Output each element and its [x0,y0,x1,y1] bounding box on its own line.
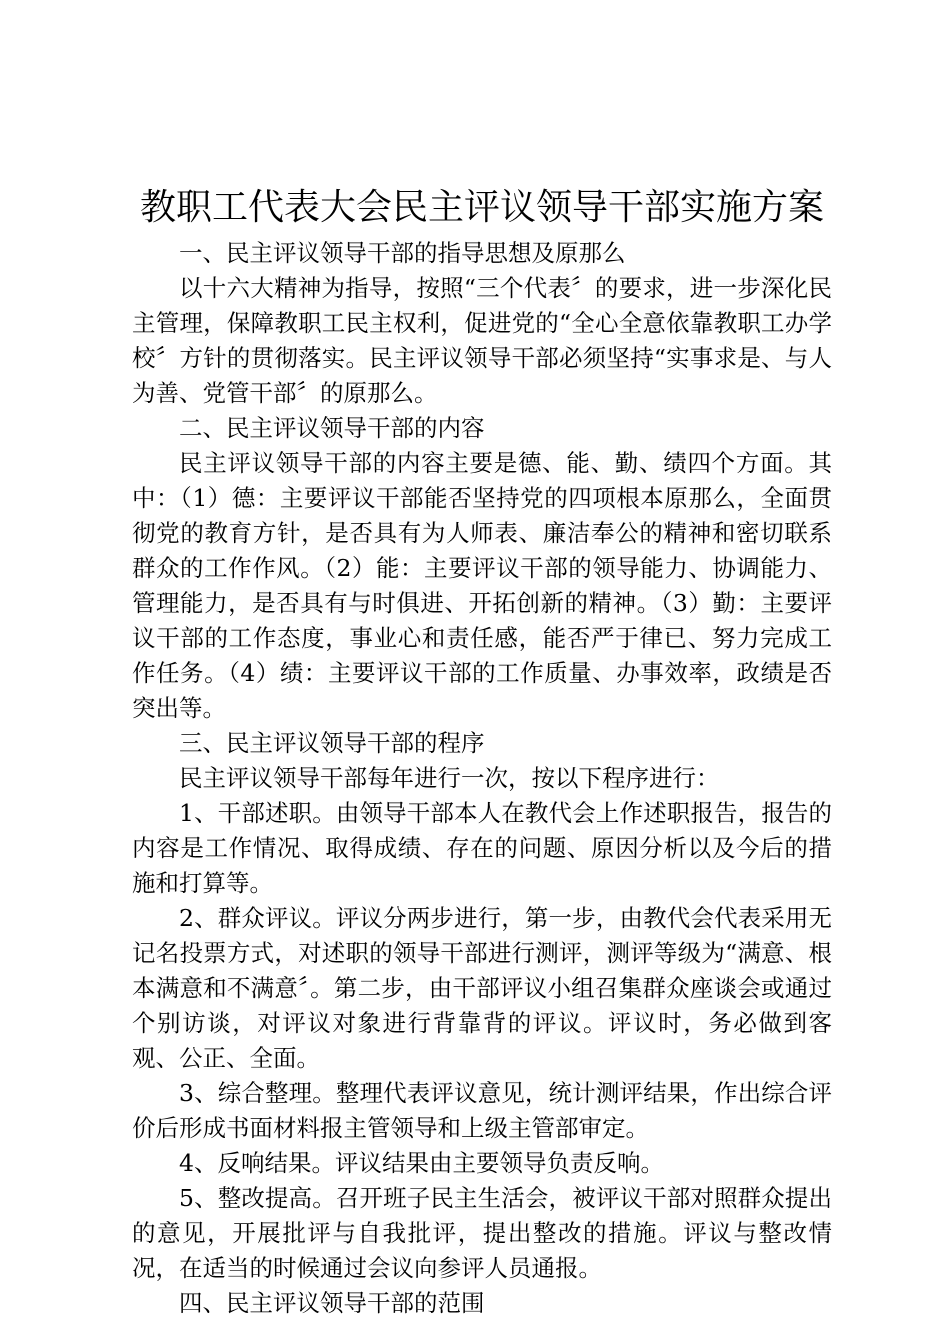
paragraph-step-4: 4、反响结果。评议结果由主要领导负责反响。 [179,1149,664,1177]
section-heading-1: 一、民主评议领导干部的指导思想及原那么 [179,239,626,267]
section-heading-2: 二、民主评议领导干部的内容 [179,414,485,442]
section-heading-4: 四、民主评议领导干部的范围 [179,1289,485,1317]
paragraph-procedure-intro: 民主评议领导干部每年进行一次，按以下程序进行： [179,764,720,792]
paragraph-step-1: 1、干部述职。由领导干部本人在教代会上作述职报告，报告的内容是工作情况、取得成绩、存在的问题、原因分析以及今后的措施和打算等。 [132,799,832,897]
document-page [132,180,832,1321]
paragraph-step-5: 5、整改提高。召开班子民主生活会，被评议干部对照群众提出的意见，开展批评与自我批评，提出整改的措施。评议与整改情况，在适当的时候通过会议向参评人员通报。 [132,1184,832,1282]
section-heading-3: 三、民主评议领导干部的程序 [179,729,485,757]
document-title: 教职工代表大会民主评议领导干部实施方案 [139,187,824,228]
paragraph-step-3: 3、综合整理。整理代表评议意见，统计测评结果，作出综合评价后形成书面材料报主管领导和上级主管部审定。 [132,1079,832,1142]
paragraph-step-2: 2、群众评议。评议分两步进行，第一步，由教代会代表采用无记名投票方式，对述职的领导干部进行测评，测评等级为“满意、根本满意和不满意〞。第二步，由干部评议小组召集群众座谈会或通过个别访谈，对评议对象进行背靠背的评议。评议时，务必做到客观、公正、全面。 [132,904,832,1072]
paragraph-content: 民主评议领导干部的内容主要是德、能、勤、绩四个方面。其中：（1）德：主要评议干部能否坚持党的四项根本原那么，全面贯彻党的教育方针，是否具有为人师表、廉洁奉公的精神和密切联系群众的工作作风。（2）能：主要评议干部的领导能力、协调能力、管理能力，是否具有与时俱进、开拓创新的精神。（3）勤：主要评议干部的工作态度，事业心和责任感，能否严于律已、努力完成工作任务。（4）绩：主要评议干部的工作质量、办事效率，政绩是否突出等。 [132,449,832,722]
paragraph-guiding-principle: 以十六大精神为指导，按照“三个代表〞的要求，进一步深化民主管理，保障教职工民主权利，促进党的“全心全意依靠教职工办学校〞方针的贯彻落实。民主评议领导干部必须坚持“实事求是、与人为善、党管干部〞的原那么。 [132,274,832,407]
